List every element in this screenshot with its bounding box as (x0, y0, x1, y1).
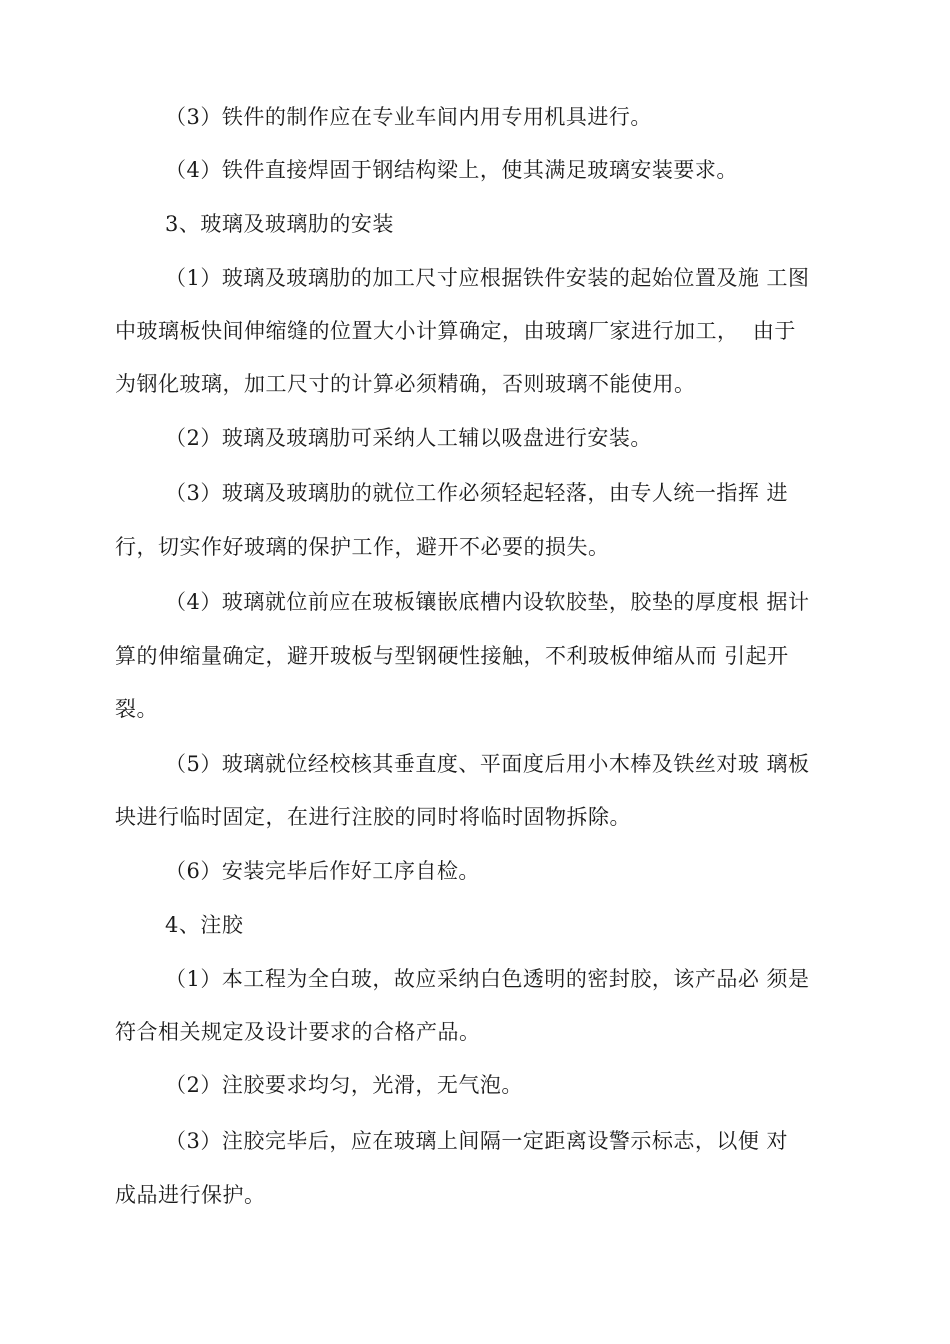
text-line: 裂。 (115, 697, 158, 721)
text-line: （4）铁件直接焊固于钢结构梁上，使其满足玻璃安装要求。 (165, 158, 738, 182)
text-line: （2）玻璃及玻璃肋可采纳人工辅以吸盘进行安装。 (165, 426, 652, 450)
text-line: （1）本工程为全白玻，故应采纳白色透明的密封胶，该产品必 须是 (165, 967, 810, 991)
text-line: （5）玻璃就位经校核其垂直度、平面度后用小木棒及铁丝对玻 璃板 (165, 752, 810, 776)
text-line: （2）注胶要求均匀，光滑，无气泡。 (165, 1073, 523, 1097)
text-line: （3）玻璃及玻璃肋的就位工作必须轻起轻落，由专人统一指挥 进 (165, 481, 789, 505)
text-line: 为钢化玻璃，加工尺寸的计算必须精确，否则玻璃不能使用。 (115, 372, 696, 396)
text-line: 块进行临时固定，在进行注胶的同时将临时固物拆除。 (115, 805, 631, 829)
text-line: 成品进行保护。 (115, 1183, 266, 1207)
section-heading: 4、注胶 (165, 913, 244, 937)
text-line: 中玻璃板快间伸缩缝的位置大小计算确定，由玻璃厂家进行加工， 由于 (115, 319, 796, 343)
text-line: 符合相关规定及设计要求的合格产品。 (115, 1020, 481, 1044)
text-line: （4）玻璃就位前应在玻板镶嵌底槽内设软胶垫，胶垫的厚度根 据计 (165, 590, 810, 614)
text-line: （3）铁件的制作应在专业车间内用专用机具进行。 (165, 105, 652, 129)
text-line: （1）玻璃及玻璃肋的加工尺寸应根据铁件安装的起始位置及施 工图 (165, 266, 810, 290)
text-line: 算的伸缩量确定，避开玻板与型钢硬性接触，不利玻板伸缩从而 引起开 (115, 644, 789, 668)
section-heading: 3、玻璃及玻璃肋的安装 (165, 212, 394, 236)
text-line: 行，切实作好玻璃的保护工作，避开不必要的损失。 (115, 535, 610, 559)
text-line: （6）安装完毕后作好工序自检。 (165, 859, 480, 883)
text-line: （3）注胶完毕后，应在玻璃上间隔一定距离设警示标志，以便 对 (165, 1129, 789, 1153)
